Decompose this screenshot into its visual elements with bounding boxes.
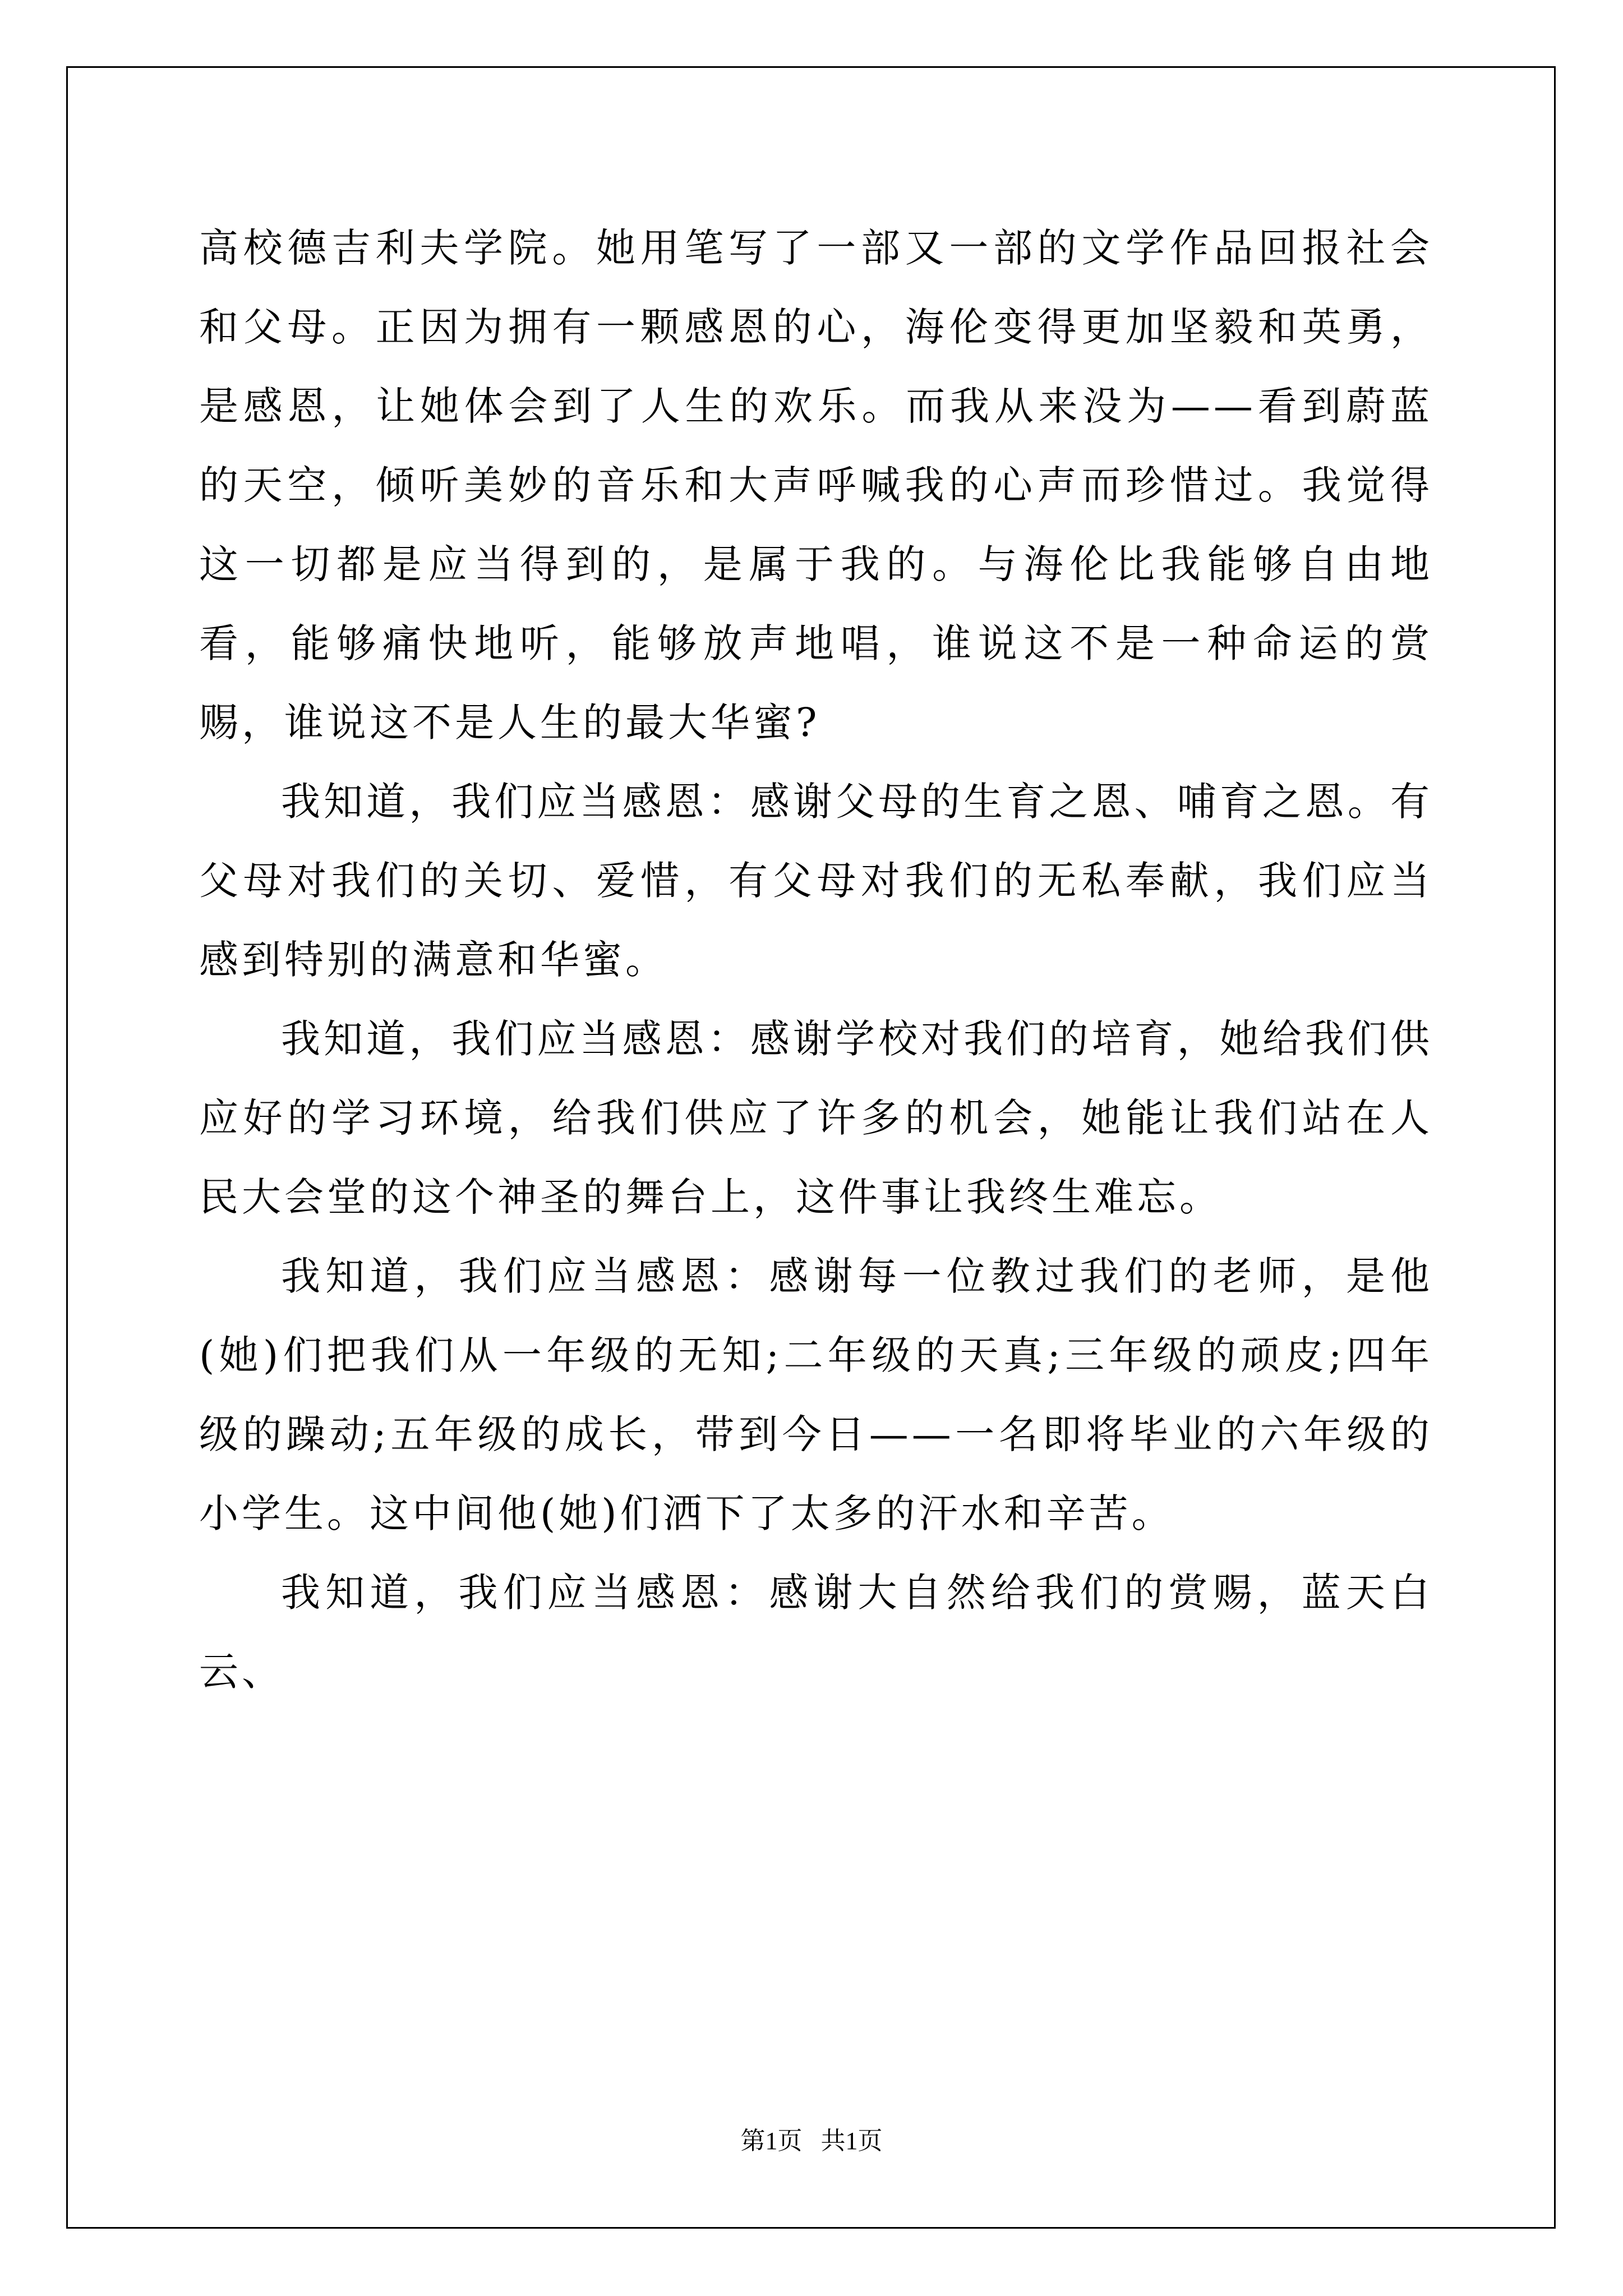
paragraph-1: 高校德吉利夫学院。她用笔写了一部又一部的文学作品回报社会和父母。正因为拥有一颗感恩的心，海伦变得更加坚毅和英勇，是感恩，让她体会到了人生的欢乐。而我从来没为——看到蔚蓝的天空，倾听美妙的音乐和大声呼喊我的心声而珍惜过。我觉得这一切都是应当得到的，是属于我的。与海伦比我能够自由地看，能够痛快地听，能够放声地唱，谁说这不是一种命运的赏赐，谁说这不是人生的最大华蜜? — [199, 225, 1433, 746]
paragraph-5: 我知道，我们应当感恩：感谢大自然给我们的赏赐，蓝天白云、 — [199, 1570, 1433, 1695]
page-total: 共1页 — [820, 2127, 883, 2155]
document-body — [199, 209, 1433, 1711]
paragraph-2: 我知道，我们应当感恩：感谢父母的生育之恩、哺育之恩。有父母对我们的关切、爱惜，有父母对我们的无私奉献，我们应当感到特别的满意和华蜜。 — [199, 779, 1433, 983]
paragraph-4: 我知道，我们应当感恩：感谢每一位教过我们的老师，是他(她)们把我们从一年级的无知;二年级的天真;三年级的顽皮;四年级的躁动;五年级的成长，带到今日——一名即将毕业的六年级的小学生。这中间他(她)们洒下了太多的汗水和辛苦。 — [199, 1253, 1433, 1536]
page-number: 第1页 — [740, 2127, 803, 2155]
paragraph-3: 我知道，我们应当感恩：感谢学校对我们的培育，她给我们供应好的学习环境，给我们供应了许多的机会，她能让我们站在人民大会堂的这个神圣的舞台上，这件事让我终生难忘。 — [199, 1016, 1433, 1220]
page-footer — [0, 2120, 1623, 2156]
